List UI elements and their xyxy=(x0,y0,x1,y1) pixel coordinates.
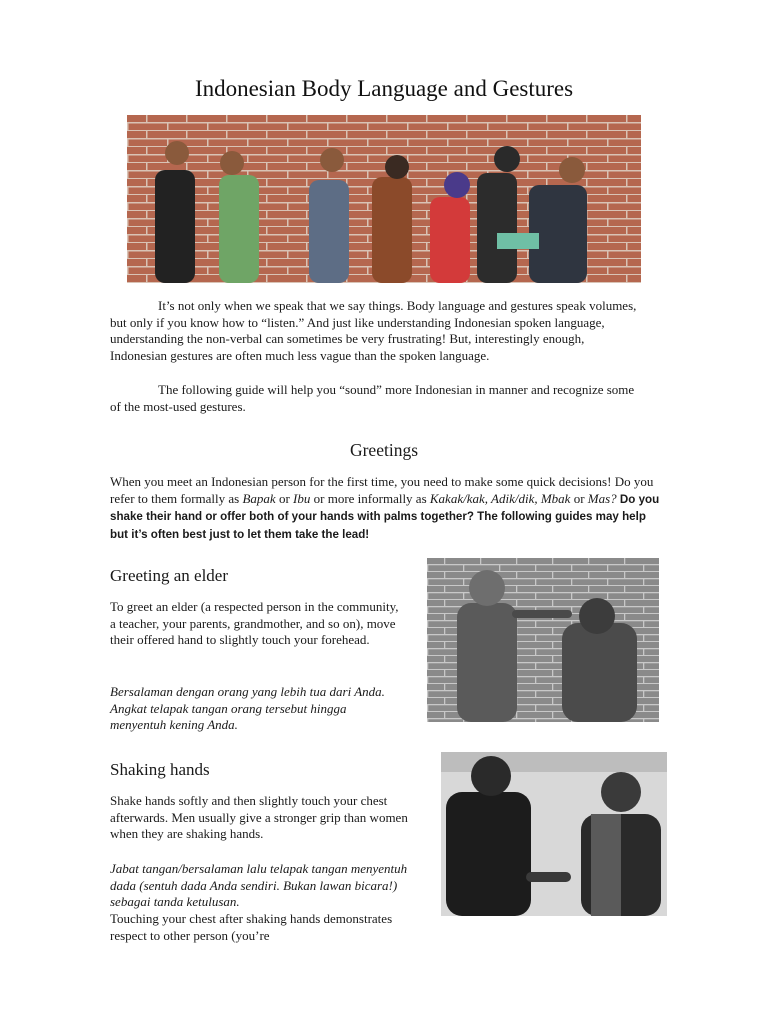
shaking-paragraph: Shake hands softly and then slightly touch your chest afterwards. Men usually give a stronger grip than women when they are shaking hands. xyxy=(110,793,408,842)
shaking-italic-paragraph xyxy=(110,861,410,911)
term-ibu: Ibu xyxy=(293,490,311,506)
greetings-or-1: or xyxy=(275,490,294,506)
greetings-text-2: or more informally as xyxy=(310,490,430,506)
shaking-heading: Shaking hands xyxy=(110,760,210,779)
greetings-text-1: When you meet an Indonesian person for the first time, you need to make some quick decisions! Do you refer to them formally as xyxy=(110,474,654,506)
elder-italic-text: Bersalaman dengan orang yang lebih tua dari Anda. Angkat telapak tangan orang tersebut hingga menyentuh kening Anda. xyxy=(110,684,385,733)
shaking-italic-text: Jabat tangan/bersalaman lalu telapak tangan menyentuh dada (sentuh dada Anda sendiri. Bukan lawan bicara!) sebagai tanda ketulusan. xyxy=(110,861,408,910)
page-title: Indonesian Body Language and Gestures xyxy=(194,76,574,101)
intro-paragraph-2: The following guide will help you “sound” more Indonesian in manner and recognize some of the most-used gestures. xyxy=(110,382,635,414)
term-kakak: Kakak/kak, Adik/dik, Mbak xyxy=(429,490,571,506)
greetings-or-2: or xyxy=(570,490,588,506)
elder-heading: Greeting an elder xyxy=(110,566,228,585)
greetings-bold-text: Do you shake their hand or offer both of your hands with palms together? The following guides may help but it’s often best just to let them take the lead! xyxy=(110,492,660,541)
greetings-heading: Greetings xyxy=(349,440,419,460)
intro-paragraph-1: It’s not only when we speak that we say things. Body language and gestures speak volumes, but only if you know how to “listen.” And just like understanding Indonesian spoken language, understanding the non-verbal can sometimes be very frustrating! But, interestingly enough, Indonesian gestures are often much less vague than the spoken language. xyxy=(110,298,637,363)
term-bapak: Bapak xyxy=(242,490,276,506)
elder-italic-paragraph xyxy=(110,684,402,734)
elder-greeting-photo xyxy=(427,558,659,722)
group-photo xyxy=(127,115,641,283)
shaking-hands-photo xyxy=(441,752,667,916)
shaking-after-paragraph: Touching your chest after shaking hands demonstrates respect to other person (you’re xyxy=(110,911,393,943)
elder-paragraph: To greet an elder (a respected person in the community, a teacher, your parents, grandmother, and so on), move their offered hand to slightly touch your forehead. xyxy=(110,599,399,648)
greetings-paragraph xyxy=(110,474,660,543)
term-mas: Mas? xyxy=(587,490,617,506)
